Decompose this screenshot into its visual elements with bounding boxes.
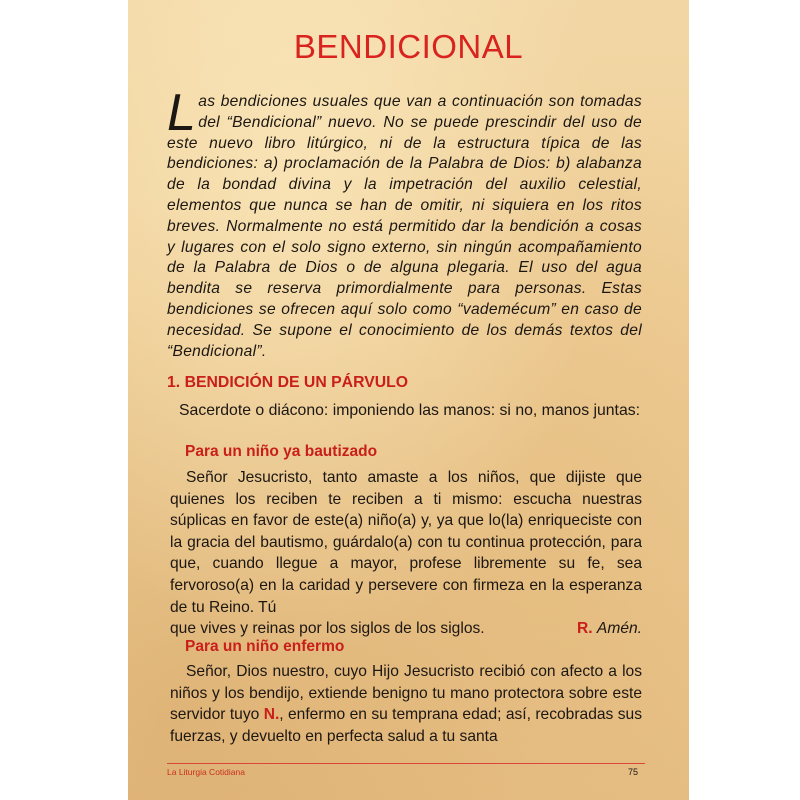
- prayer-sick-text-2: , enfermo en su temprana edad; así, recobradas sus fuerzas, y devuelto en perfecta salud a tu santa: [170, 706, 642, 745]
- footer-publication: La Liturgia Cotidiana: [167, 767, 245, 777]
- response: [577, 618, 642, 640]
- page-title: BENDICIONAL: [293, 28, 524, 65]
- prayer-baptized-text: Señor Jesucristo, tanto amaste a los niños, que dijiste que quienes los reciben te reciben a ti mismo: escucha nuestras súplicas en favor de este(a) niño(a) y, ya que lo(la) enriqueciste con la gracia del bautismo, guárdalo(a) con tu continua protección, para que, cuando llegue a mayor, profese libremente su fe, sea fervoroso(a) en la caridad y persevere con firmeza en la esperanza de tu Reino. Tú: [170, 469, 642, 616]
- name-mark: N.: [263, 706, 280, 724]
- prayer-baptized: [170, 467, 642, 640]
- intro-text: as bendiciones usuales que van a continuación son tomadas del “Bendicional” nuevo. No se puede prescindir del uso de este nuevo libro litúrgico, ni de la estructura típica de las bendiciones: a) proclamación de la Palabra de Dios: b) alabanza de la bondad divina y la impetración del auxilio celestial, elementos que nunca se han de omitir, ni siquiera en los ritos breves. Normalmente no está permitido dar la bendición a cosas y lugares con el solo signo externo, sin ningún acompañamiento de la Palabra de Dios o de alguna plegaria. El uso del agua bendita se reserva primordialmente para personas. Estas bendiciones se ofrecen aquí solo como “vademécum” en caso de necesidad. Se supone el conocimiento de los demás textos del “Bendicional”.: [167, 93, 642, 360]
- intro-paragraph: [167, 84, 642, 362]
- footer-divider: [167, 763, 645, 764]
- response-text: Amén.: [596, 620, 642, 638]
- page-number: 75: [628, 767, 639, 777]
- drop-cap: L: [167, 84, 197, 142]
- closing-text: que vives y reinas por los siglos de los siglos.: [170, 620, 485, 638]
- rubric-text: Sacerdote o diácono: imponiendo las manos: si no, manos juntas:: [179, 402, 641, 419]
- response-mark: R.: [576, 620, 593, 638]
- subheading-sick: Para un niño enfermo: [185, 638, 345, 655]
- closing-line: [170, 618, 642, 640]
- prayer-sick: [170, 661, 642, 747]
- section-heading: 1. BENDICIÓN DE UN PÁRVULO: [167, 374, 409, 391]
- page: [128, 0, 689, 800]
- subheading-baptized: Para un niño ya bautizado: [185, 443, 378, 460]
- prayer-sick-text-1: Señor, Dios nuestro, cuyo Hijo Jesucristo recibió con afecto a los niños y los bendijo, extiende benigno tu mano protectora sobre este servidor tuyo: [170, 663, 642, 724]
